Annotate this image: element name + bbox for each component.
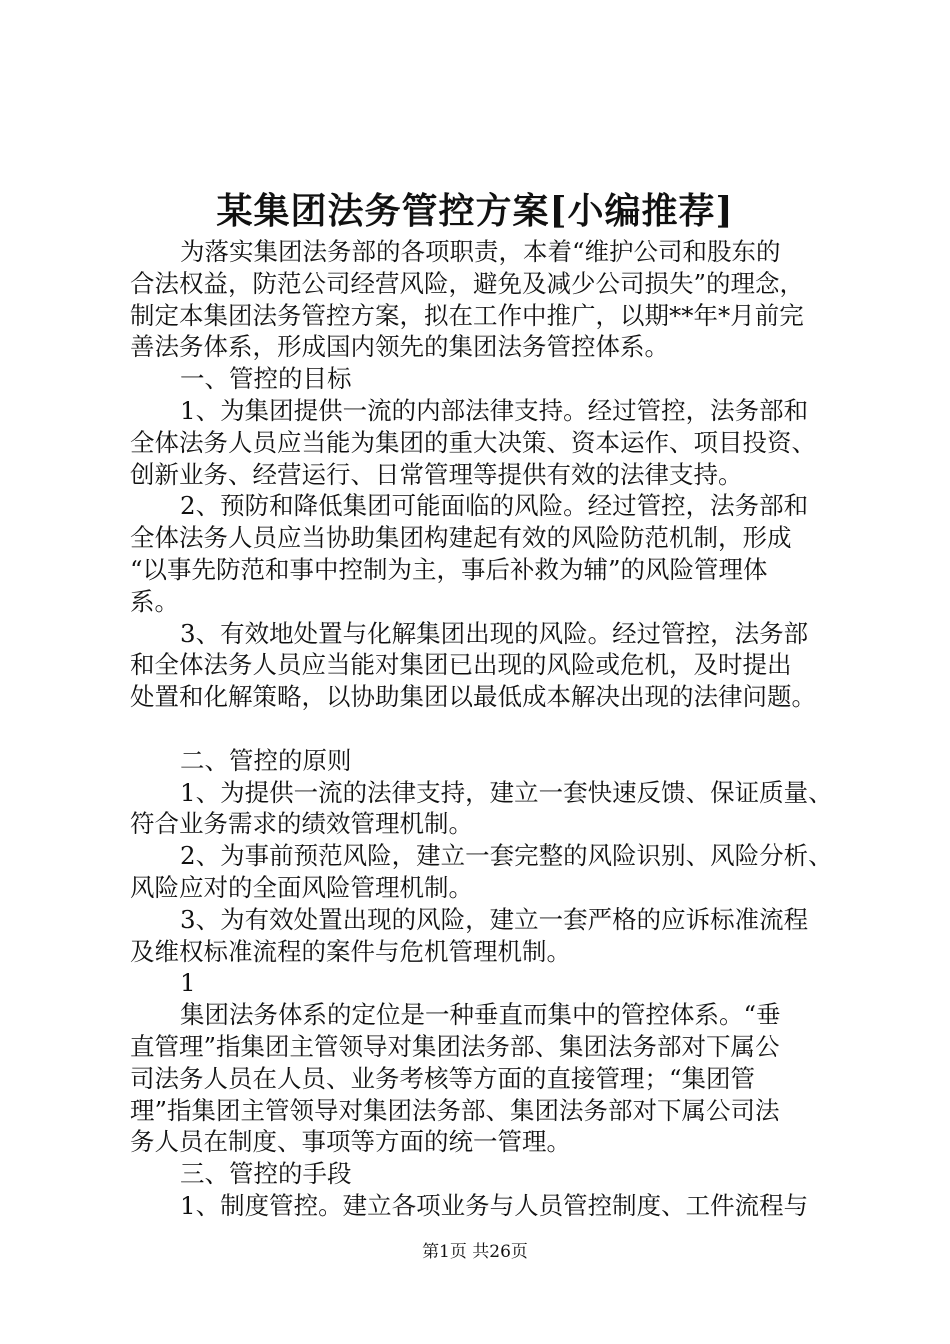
body-line: 2、为事前预范风险，建立一套完整的风险识别、风险分析、	[180, 841, 833, 871]
body-line: 1	[180, 968, 196, 998]
body-line: 全体法务人员应当协助集团构建起有效的风险防范机制，形成	[130, 523, 792, 553]
section-heading: 一、管控的目标	[180, 364, 352, 394]
body-line: 3、有效地处置与化解集团出现的风险。经过管控，法务部	[180, 618, 809, 648]
body-line: 及维权标准流程的案件与危机管理机制。	[130, 936, 571, 966]
body-line: 直管理”指集团主管领导对集团法务部、集团法务部对下属公	[130, 1031, 780, 1061]
section-heading: 三、管控的手段	[180, 1159, 352, 1189]
body-line: 创新业务、经营运行、日常管理等提供有效的法律支持。	[130, 459, 743, 489]
body-line: 3、为有效处置出现的风险，建立一套严格的应诉标准流程	[180, 904, 809, 934]
body-line: 制定本集团法务管控方案，拟在工作中推广，以期**年*月前完	[130, 300, 804, 330]
body-line: 系。	[130, 586, 179, 616]
section-heading: 二、管控的原则	[180, 745, 352, 775]
body-line: “以事先防范和事中控制为主，事后补救为辅”的风险管理体	[130, 554, 768, 584]
body-line: 处置和化解策略，以协助集团以最低成本解决出现的法律问题。	[130, 682, 816, 712]
body-line: 1、为集团提供一流的内部法律支持。经过管控，法务部和	[180, 395, 809, 425]
body-line: 风险应对的全面风险管理机制。	[130, 872, 473, 902]
body-line: 2、预防和降低集团可能面临的风险。经过管控，法务部和	[180, 491, 809, 521]
body-line: 为落实集团法务部的各项职责，本着“维护公司和股东的	[180, 237, 781, 266]
body-line: 全体法务人员应当能为集团的重大决策、资本运作、项目投资、	[130, 427, 816, 457]
body-line: 符合业务需求的绩效管理机制。	[130, 809, 473, 839]
body-line: 合法权益，防范公司经营风险，避免及减少公司损失”的理念，	[130, 268, 805, 298]
body-line: 1、为提供一流的法律支持，建立一套快速反馈、保证质量、	[180, 777, 833, 807]
blank-line	[130, 713, 850, 745]
body-line: 1、制度管控。建立各项业务与人员管控制度、工件流程与	[180, 1190, 809, 1220]
body-line: 理”指集团主管领导对集团法务部、集团法务部对下属公司法	[130, 1095, 780, 1125]
body-line: 司法务人员在人员、业务考核等方面的直接管理；“集团管	[130, 1063, 756, 1093]
document-title: 某集团法务管控方案[小编推荐]	[216, 190, 734, 232]
body-line: 集团法务体系的定位是一种垂直而集中的管控体系。“垂	[180, 1000, 781, 1030]
document-body	[130, 236, 850, 1222]
body-line: 善法务体系，形成国内领先的集团法务管控体系。	[130, 332, 669, 362]
body-line: 和全体法务人员应当能对集团已出现的风险或危机，及时提出	[130, 650, 792, 680]
page-number-footer: 第1页 共26页	[422, 1242, 528, 1262]
body-line: 务人员在制度、事项等方面的统一管理。	[130, 1127, 571, 1157]
